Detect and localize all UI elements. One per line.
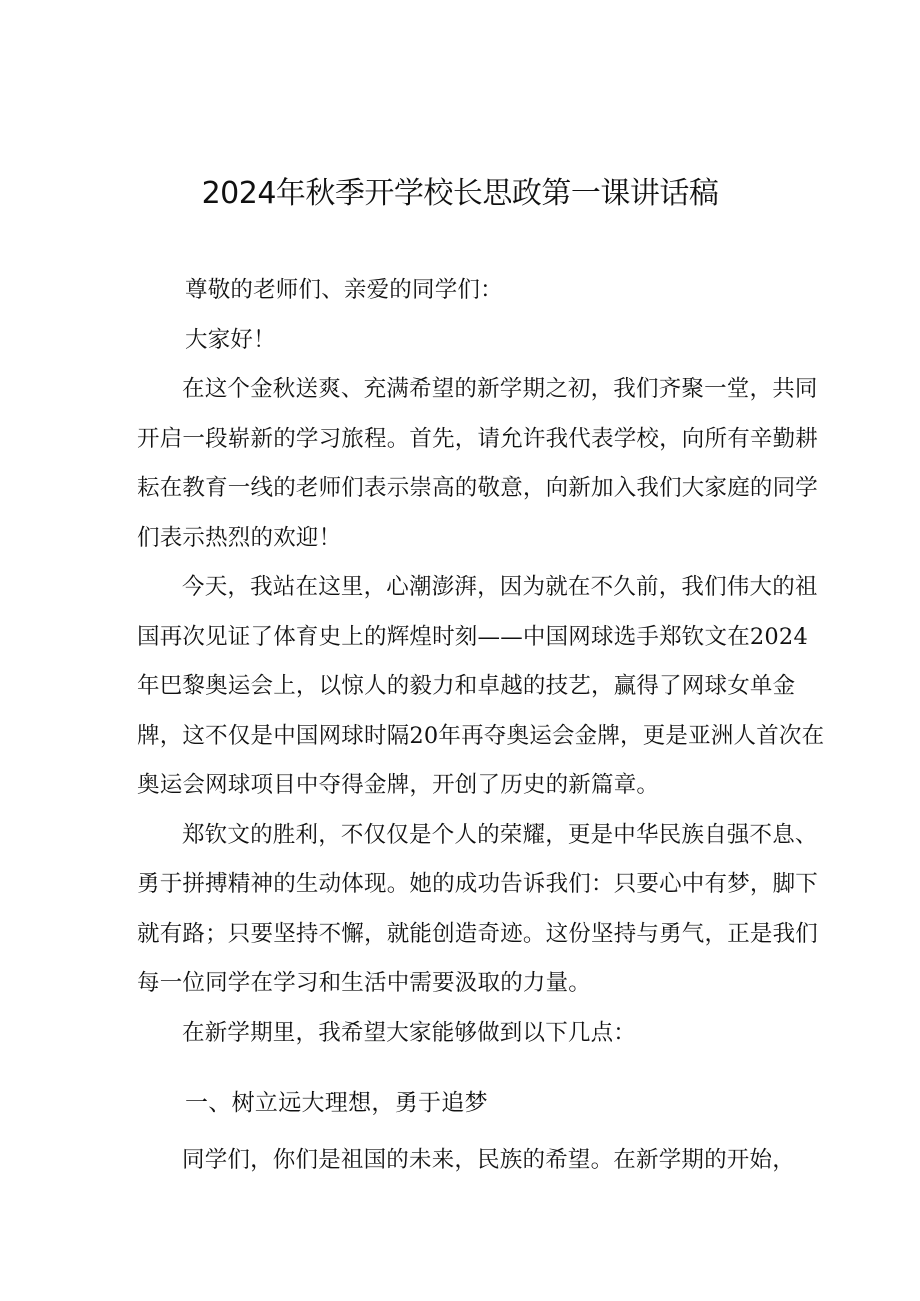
section-heading: 一、树立远大理想，勇于追梦	[185, 1090, 488, 1116]
paragraph-olympics: 今天，我站在这里，心潮澎湃，因为就在不久前，我们伟大的祖国再次见证了体育史上的辉煌时刻——中国网球选手郑钦文在2024年巴黎奥运会上，以惊人的毅力和卓越的技艺，赢得了网球女单金牌，这不仅是中国网球时隔20年再夺奥运会金牌，更是亚洲人首次在奥运会网球项目中夺得金牌，开创了历史的新篇章。	[137, 574, 825, 798]
salutation-block	[185, 266, 503, 365]
closing-line: 同学们，你们是祖国的未来，民族的希望。在新学期的开始，	[182, 1147, 795, 1173]
document-body	[137, 365, 827, 1058]
salutation-line: 尊敬的老师们、亲爱的同学们：	[185, 277, 503, 303]
paragraph-spirit: 郑钦文的胜利，不仅仅是个人的荣耀，更是中华民族自强不息、勇于拼搏精神的生动体现。她的成功告诉我们：只要心中有梦，脚下就有路；只要坚持不懈，就能创造奇迹。这份坚持与勇气，正是我们每一位同学在学习和生活中需要汲取的力量。	[137, 821, 819, 996]
document-title: 2024年秋季开学校长思政第一课讲话稿	[201, 176, 719, 211]
paragraph-opening: 在这个金秋送爽、充满希望的新学期之初，我们齐聚一堂，共同开启一段崭新的学习旅程。首先，请允许我代表学校，向所有辛勤耕耘在教育一线的老师们表示崇高的敬意，向新加入我们大家庭的同学们表示热烈的欢迎！	[137, 376, 819, 551]
greeting-line: 大家好！	[185, 326, 276, 353]
paragraph-expectations: 在新学期里，我希望大家能够做到以下几点：	[182, 1019, 637, 1046]
closing-paragraph	[137, 1136, 827, 1186]
